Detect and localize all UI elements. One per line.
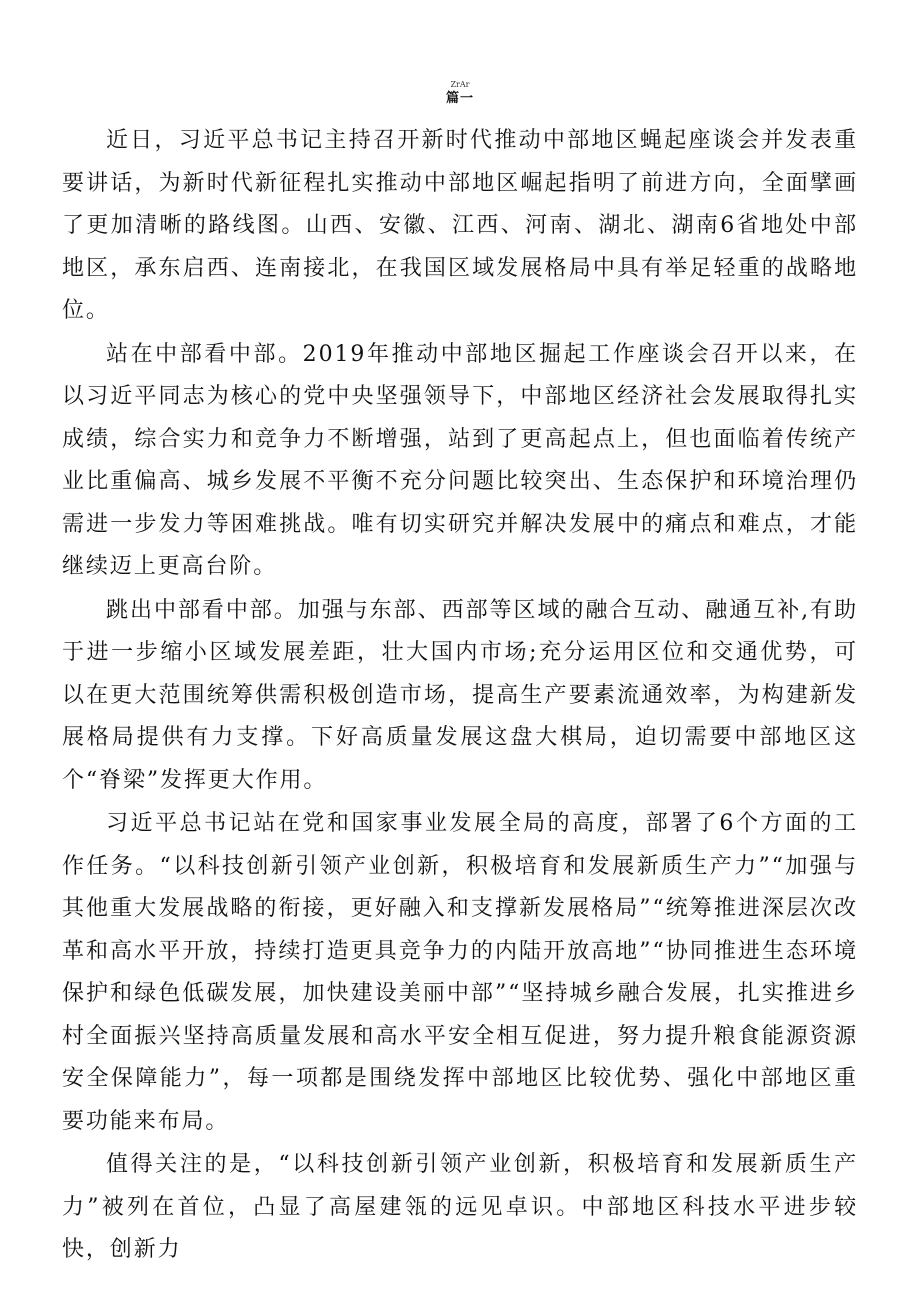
paragraph: 站在中部看中部。2019年推动中部地区掘起工作座谈会召开以来，在以习近平同志为核心的党中央坚强领导下，中部地区经济社会发展取得扎实成绩，综合实力和竞争力不断增强，站到了更高起点上，但也面临着传统产业比重偏高、城乡发展不平衡不充分问题比较突出、生态保护和环境治理仍需进一步发力等困难挑战。唯有切实研究并解决发展中的痛点和难点，才能继续迈上更高台阶。 <box>62 341 858 579</box>
header-marker: ZrAr <box>450 80 470 89</box>
section-title: 篇一 <box>445 91 474 106</box>
paragraph: 值得关注的是，“以科技创新引领产业创新，积极培育和发展新质生产力”被列在首位，凸显了高屋建瓴的远见卓识。中部地区科技水平进步较快，创新力 <box>62 1152 858 1262</box>
article-body <box>62 120 858 1272</box>
paragraph: 习近平总书记站在党和国家事业发展全局的高度，部署了6个方面的工作任务。“以科技创新引领产业创新，积极培育和发展新质生产力”“加强与其他重大发展战略的衔接，更好融入和支撑新发展格局”“统筹推进深层次改革和高水平开放，持续打造更具竞争力的内陆开放高地”“协同推进生态环境保护和绿色低碳发展，加快建设美丽中部”“坚持城乡融合发展，扎实推进乡村全面振兴坚持高质量发展和高水平安全相互促进，努力提升粮食能源资源安全保障能力”，每一项都是围绕发挥中部地区比较优势、强化中部地区重要功能来布局。 <box>62 811 858 1134</box>
paragraph: 跳出中部看中部。加强与东部、西部等区域的融合互动、融通互补,有助于进一步缩小区域发展差距，壮大国内市场;充分运用区位和交通优势，可以在更大范围统筹供需积极创造市场，提高生产要素流通效率，为构建新发展格局提供有力支撑。下好高质量发展这盘大棋局，迫切需要中部地区这个“脊梁”发挥更大作用。 <box>62 597 858 793</box>
paragraph: 近日，习近平总书记主持召开新时代推动中部地区蝇起座谈会并发表重要讲话，为新时代新征程扎实推动中部地区崛起指明了前进方向，全面擘画了更加清晰的路线图。山西、安徽、江西、河南、湖北、湖南6省地处中部地区，承东启西、连南接北，在我国区域发展格局中具有举足轻重的战略地位。 <box>62 128 858 323</box>
